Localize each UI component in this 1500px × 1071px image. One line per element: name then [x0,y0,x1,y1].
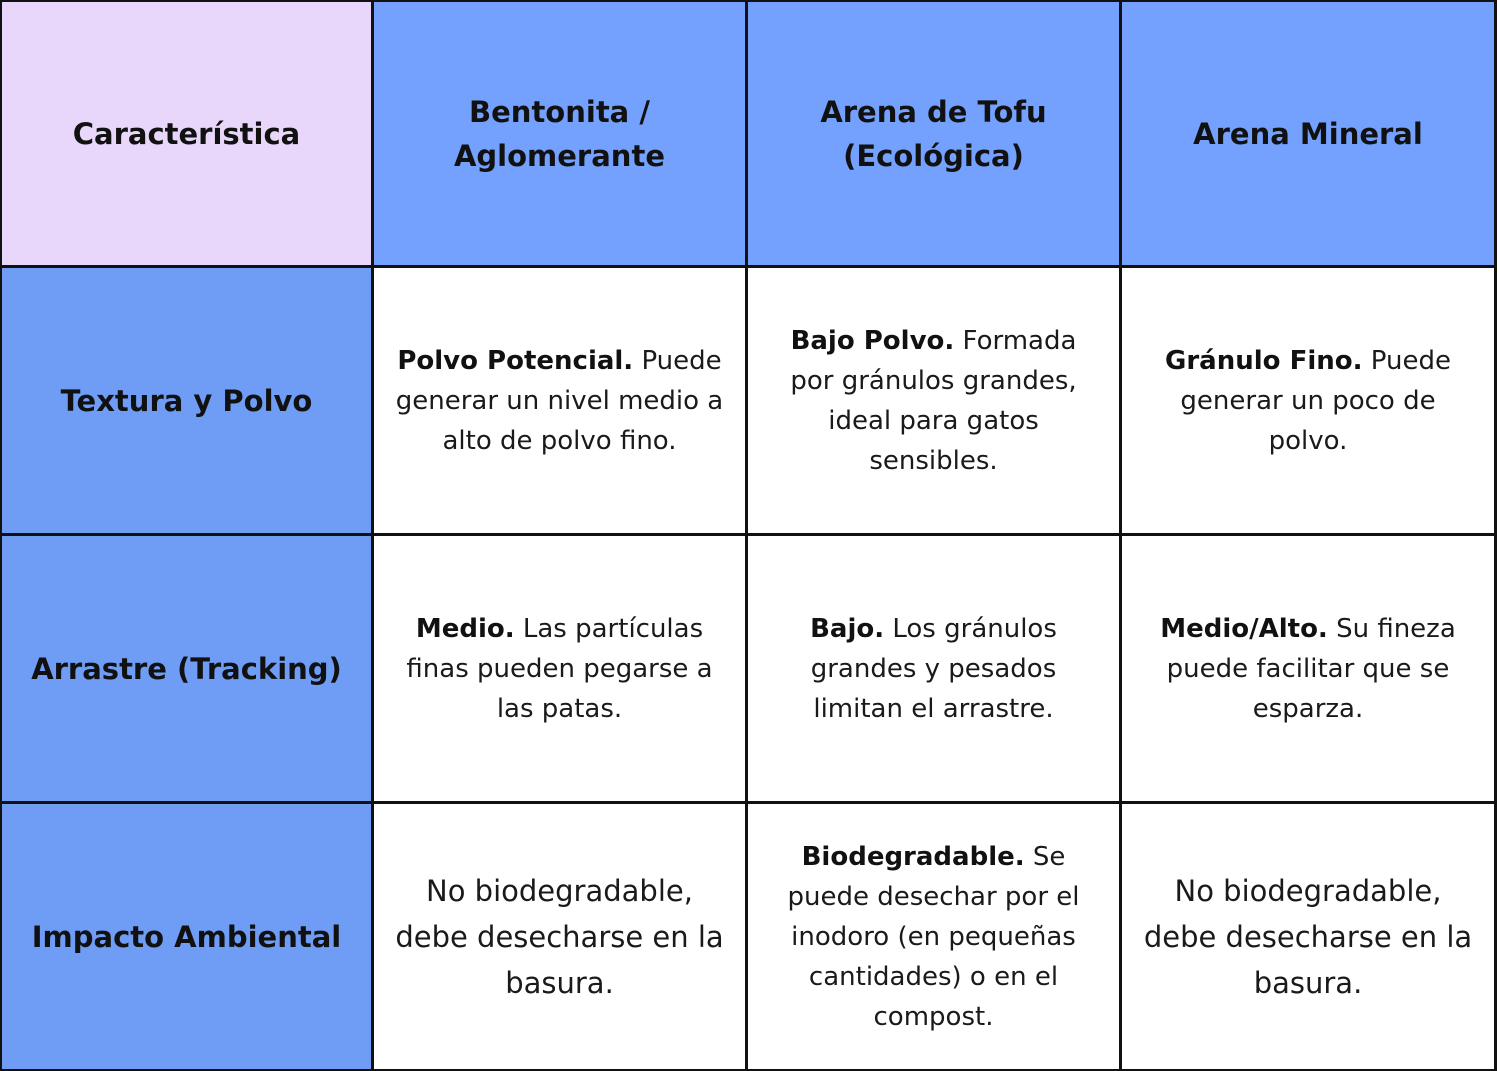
cell-text [775,321,1093,481]
table-cell [1122,268,1497,536]
table-cell [748,804,1122,1071]
column-header-tofu [748,0,1122,268]
column-header-label: Arena de Tofu (Ecológica) [820,94,1047,173]
cell-bold-lead: Gránulo Fino. [1165,345,1363,376]
cell-body: Formada por gránulos grandes, ideal para gatos sensibles. [790,325,1077,476]
column-header-label: Arena Mineral [1193,116,1423,151]
cell-body: Puede generar un poco de polvo. [1180,345,1451,456]
row-header-label: Impacto Ambiental [31,919,342,954]
cell-bold-lead: Medio/Alto. [1160,613,1328,644]
table-cell [748,268,1122,536]
cell-text [1148,609,1468,729]
table-cell [374,804,748,1071]
column-header-bentonita [374,0,748,268]
corner-header-label: Característica [72,116,301,151]
row-header-label: Textura y Polvo [60,383,313,418]
table-cell [748,536,1122,804]
cell-text [388,868,731,1006]
column-header-label: Bentonita / Aglomerante [453,94,665,173]
corner-header-cell [0,0,374,268]
cell-body: No biodegradable, debe desecharse en la basura. [1143,873,1473,1000]
cell-bold-lead: Biodegradable. [801,841,1025,872]
row-header-impacto [0,804,374,1071]
cell-text [1153,341,1463,461]
row-header-arrastre [0,536,374,804]
table-cell [374,536,748,804]
cell-body: Los gránulos grandes y pesados limitan el arrastre. [810,613,1057,724]
cell-text [392,341,728,461]
cell-body: Las partículas finas pueden pegarse a las patas. [406,613,713,724]
row-header-label: Arrastre (Tracking) [31,651,342,686]
cell-text [774,837,1094,1037]
cell-body: Puede generar un nivel medio a alto de polvo fino. [395,345,724,456]
cell-bold-lead: Polvo Potencial. [397,345,634,376]
cell-bold-lead: Bajo. [810,613,885,644]
cell-text [1136,868,1480,1006]
table-cell [1122,804,1497,1071]
table-cell [1122,536,1497,804]
cell-text [392,609,728,729]
cell-text [789,609,1079,729]
cell-body: Su fineza puede facilitar que se esparza. [1166,613,1456,724]
column-header-mineral [1122,0,1497,268]
row-header-textura [0,268,374,536]
cell-bold-lead: Medio. [415,613,515,644]
table-cell [374,268,748,536]
cell-body: Se puede desechar por el inodoro (en pequeñas cantidades) o en el compost. [787,841,1080,1032]
cell-body: No biodegradable, debe desecharse en la basura. [395,873,724,1000]
cell-bold-lead: Bajo Polvo. [790,325,955,356]
